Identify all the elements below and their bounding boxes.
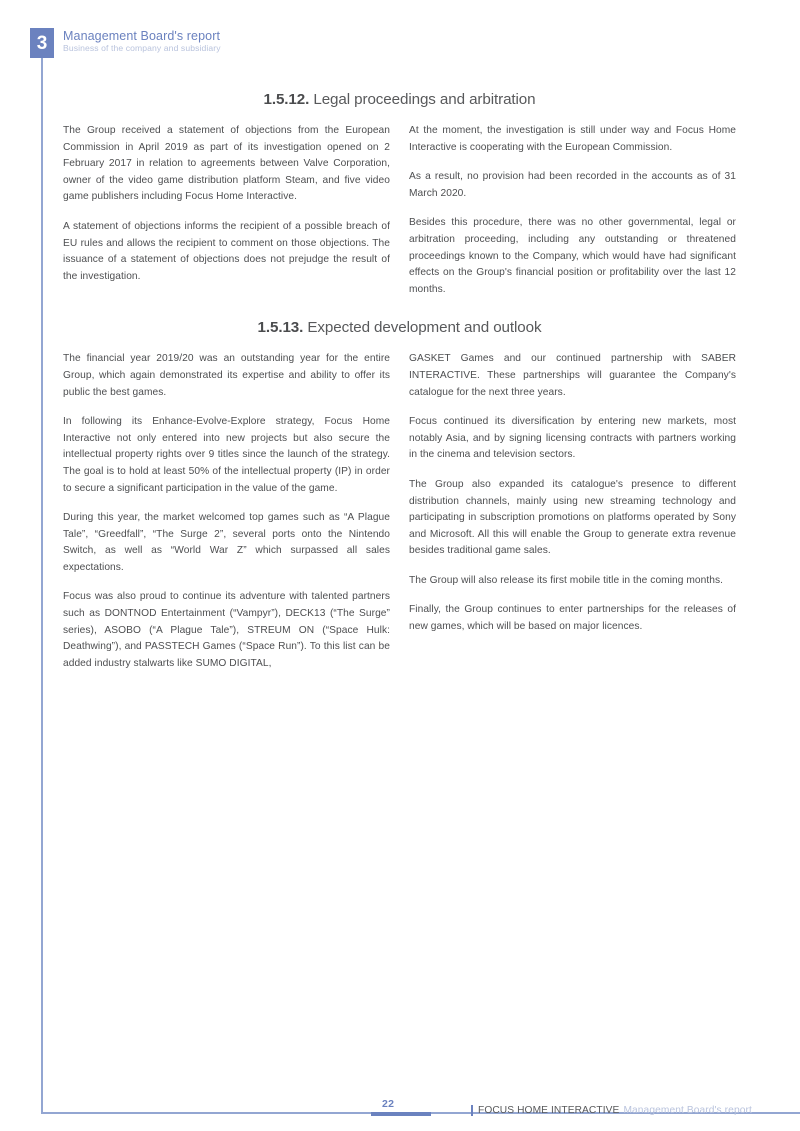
paragraph: As a result, no provision had been recorded in the accounts as of 31 March 2020. <box>409 171 736 199</box>
paragraph: The Group received a statement of objections from the European Commission in April 2019 as part of its investigation opened on 2 February 2017 in relation to agreements between Valve Corporation, owner of the video game distribution platform Steam, and five video game publishers including Focus Home Interactive. <box>63 125 390 203</box>
section-title: Expected development and outlook <box>307 319 542 337</box>
paragraph: The Group also expanded its catalogue's presence to different distribution channels, mainly using new streaming technology and participating in subscription promotions on platforms operated by Sony and Microsoft. All this will enable the Group to generate extra revenue besides traditional game sales. <box>409 478 736 557</box>
header-subtitle: Business of the company and subsidiary <box>63 43 221 53</box>
page-number-underline <box>371 1112 431 1116</box>
page-number: 22 <box>382 1098 395 1110</box>
header-text-block <box>63 28 221 54</box>
right-column <box>409 123 736 298</box>
header-title: Management Board's report <box>63 29 221 43</box>
footer-brand-name: FOCUS HOME INTERACTIVE <box>478 1105 620 1116</box>
two-column-layout <box>63 123 736 298</box>
paragraph: The Group will also release its first mobile title in the coming months. <box>409 574 724 586</box>
paragraph: Finally, the Group continues to enter partnerships for the releases of new games, which will be based on major licences. <box>409 604 736 633</box>
footer-tick-mark <box>471 1105 473 1116</box>
left-column <box>63 123 390 298</box>
section-number: 1.5.12. <box>263 91 310 108</box>
paragraph: Focus continued its diversification by entering new markets, most notably Asia, and by signing licensing contracts with partners working in the cinema and television sectors. <box>409 416 736 461</box>
page-footer <box>41 1098 800 1128</box>
left-column <box>63 351 390 672</box>
left-frame-rule <box>41 58 43 1113</box>
two-column-layout <box>63 351 736 672</box>
paragraph: A statement of objections informs the recipient of a possible breach of EU rules and allows the recipient to comment on those objections. The issuance of a statement of objections does not prejudge the result of the investigation. <box>63 220 390 282</box>
page-content <box>63 90 736 672</box>
paragraph: During this year, the market welcomed top games such as “A Plague Tale”, “Greedfall”, “The Surge 2”, several ports onto the Nintendo Switch, as well as “World War Z” which surpassed all sales expectations. <box>63 512 390 573</box>
paragraph: At the moment, the investigation is still under way and Focus Home Interactive is cooperating with the European Commission. <box>409 125 736 153</box>
section-1-5-12 <box>63 90 736 298</box>
section-1-5-13 <box>63 318 736 672</box>
section-number: 1.5.13. <box>257 319 304 337</box>
paragraph: Besides this procedure, there was no other governmental, legal or arbitration proceeding, including any outstanding or threatened proceedings known to the Company, which would have had significant effects on the Group's financial position or profitability over the last 12 months. <box>409 217 736 295</box>
section-heading <box>63 318 736 338</box>
right-column <box>409 351 736 672</box>
section-title: Legal proceedings and arbitration <box>313 91 536 108</box>
paragraph: In following its Enhance-Evolve-Explore strategy, Focus Home Interactive not only entered into new projects but also secure the intellectual property rights over 9 titles since the launch of the strategy. The goal is to hold at least 50% of the intellectual property (IP) in order to secure a significant participation in the value of the game. <box>63 416 390 494</box>
footer-brand-block <box>471 1105 752 1116</box>
paragraph: Focus was also proud to continue its adventure with talented partners such as DONTNOD Entertainment (“Vampyr”), DECK13 (“The Surge” series), ASOBO (“A Plague Tale”), STREUM ON (“Space Hulk: Deathwing”), and PASSTECH Games (“Space Run”). To this list can be added industry stalwarts like SUMO DIGITAL, <box>63 591 390 669</box>
page-header <box>30 28 221 62</box>
paragraph: GASKET Games and our continued partnership with SABER INTERACTIVE. These partnerships will guarantee the Company's catalogue for the next three years. <box>409 353 736 398</box>
paragraph: The financial year 2019/20 was an outstanding year for the entire Group, which again demonstrated its expertise and ability to offer its public the best games. <box>63 353 390 398</box>
chapter-number-badge: 3 <box>30 28 54 58</box>
footer-subtitle: Management Board's report <box>623 1105 752 1116</box>
section-heading <box>63 90 736 110</box>
section-spacer <box>63 298 736 318</box>
